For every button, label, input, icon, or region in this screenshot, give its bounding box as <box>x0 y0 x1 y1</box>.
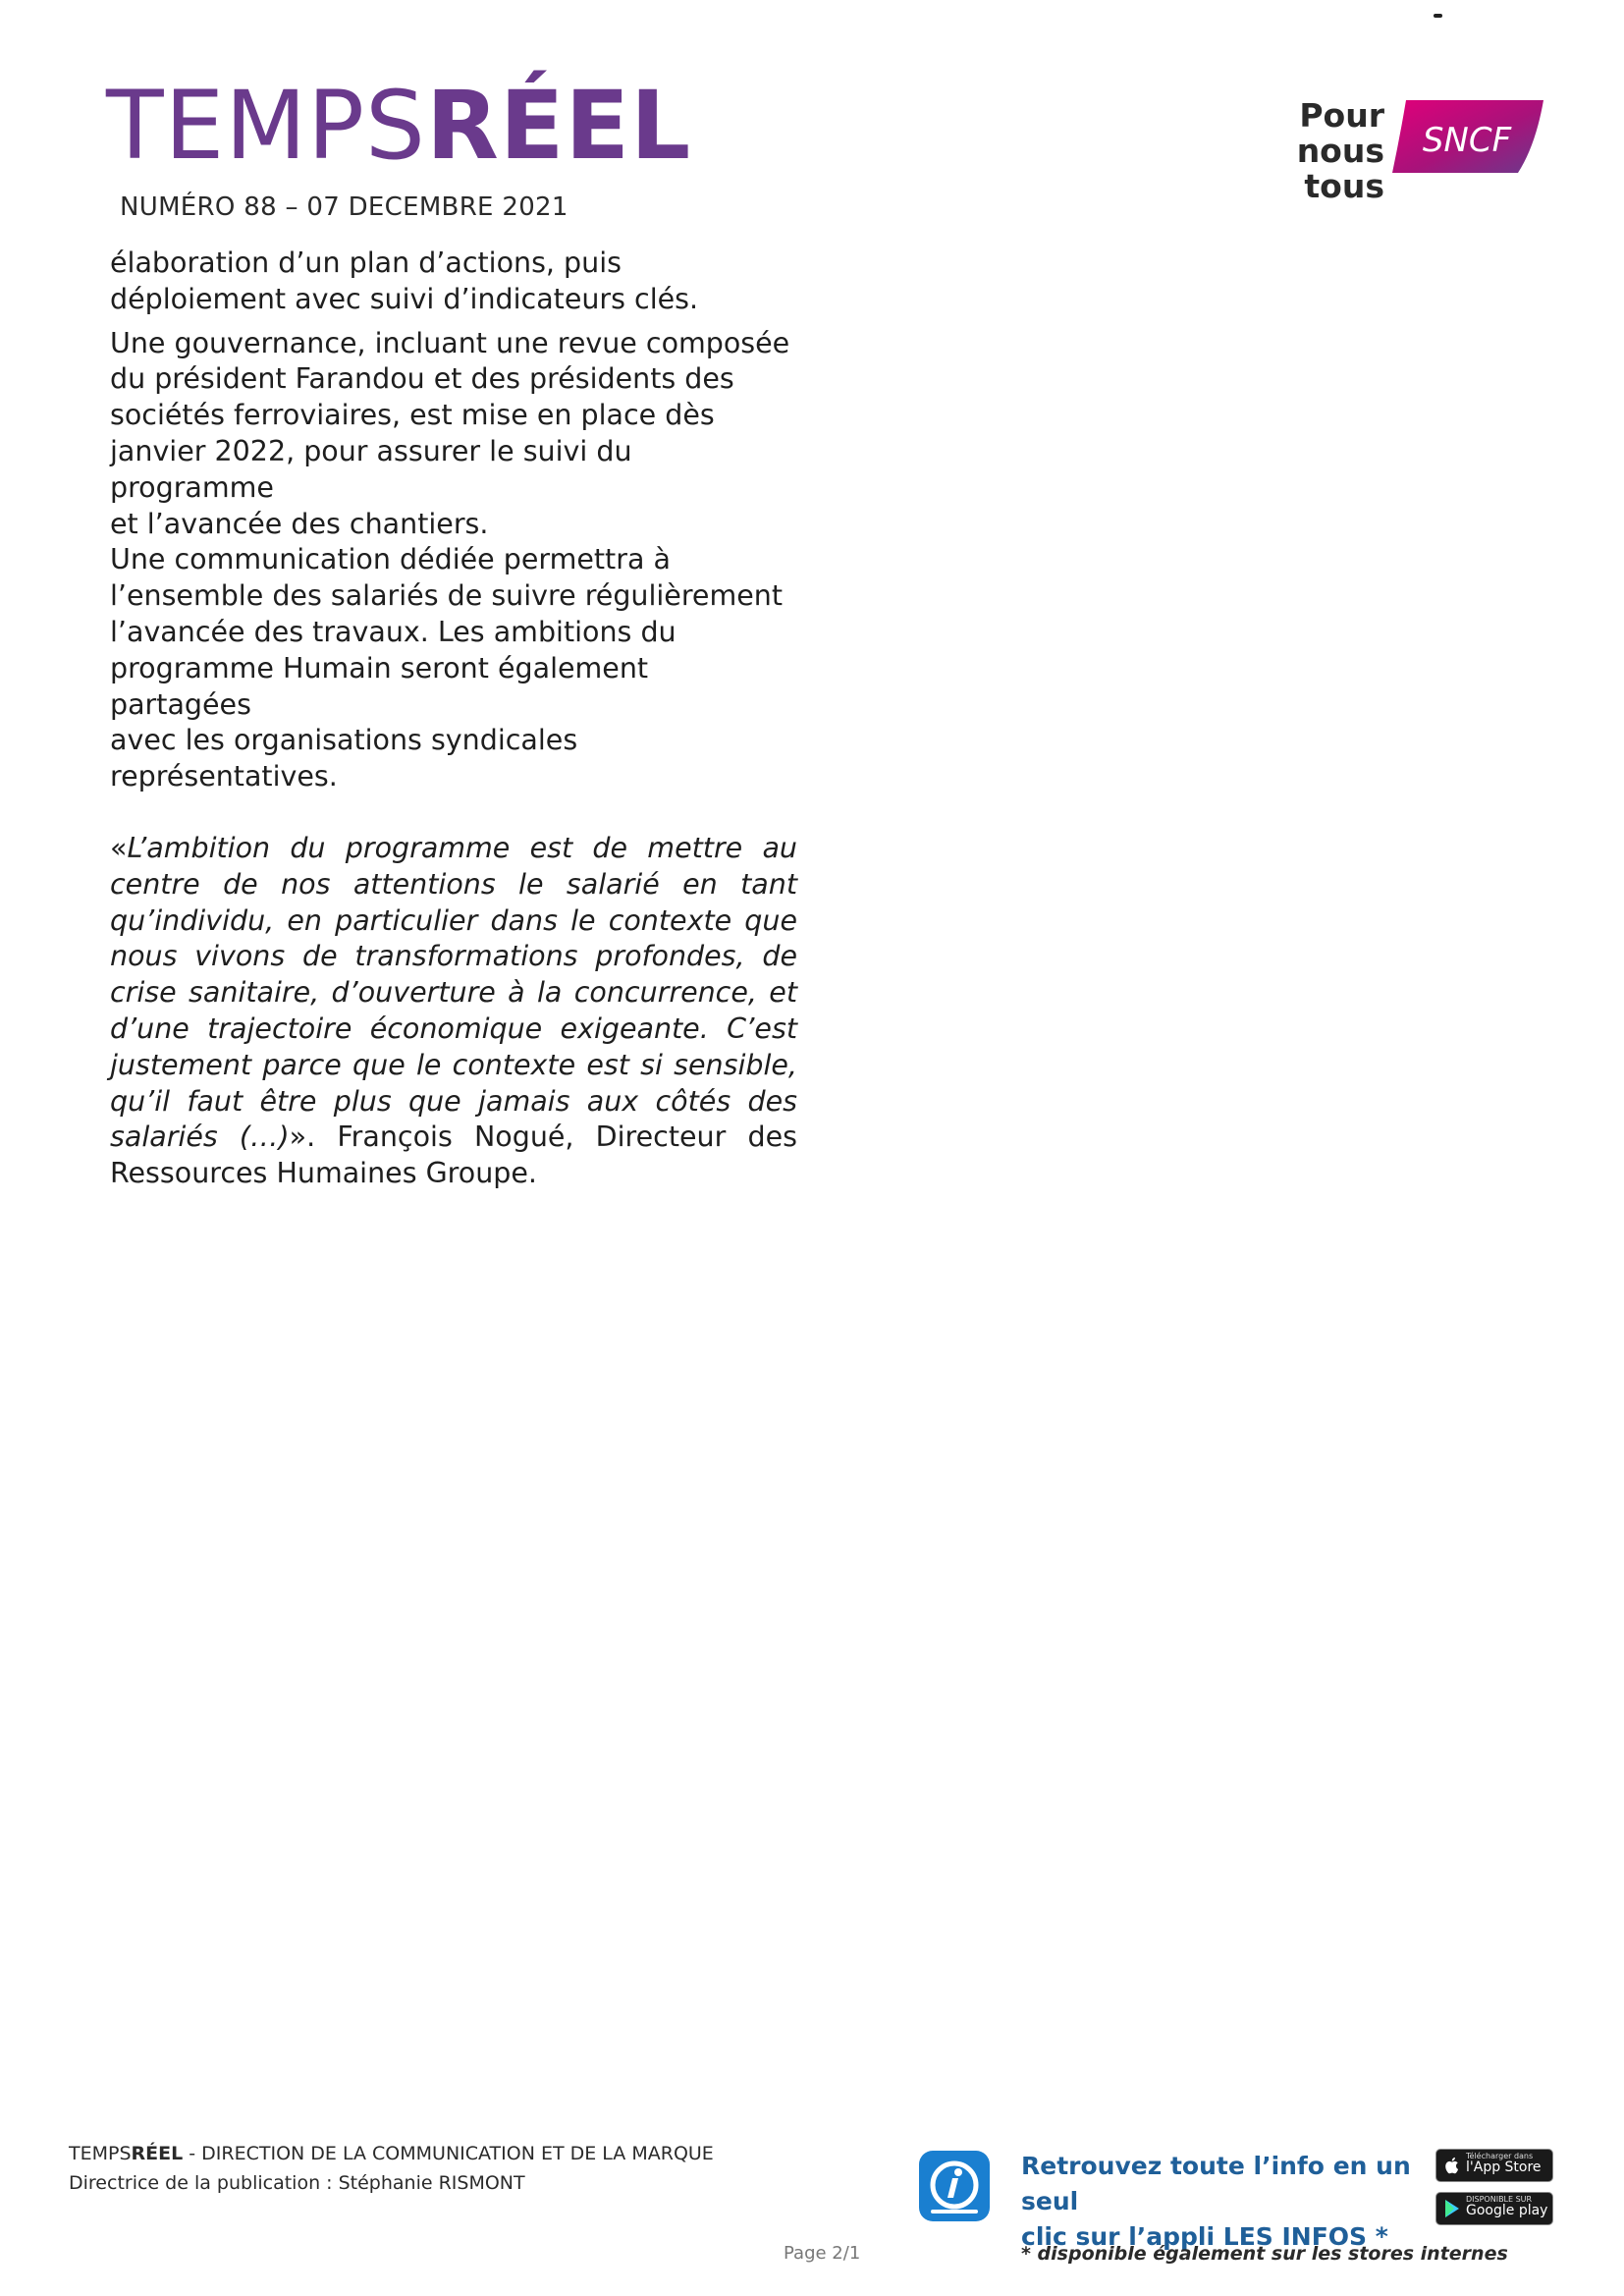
google-play-icon <box>1443 2199 1461 2218</box>
footer-brand-light: TEMPS <box>69 2143 132 2164</box>
text-line: Une gouvernance, incluant une revue composée <box>110 326 790 359</box>
text-line: du président Farandou et des présidents des <box>110 362 734 396</box>
brand-tagline <box>1218 98 1384 204</box>
google-play-label: Google play <box>1466 2203 1548 2219</box>
footer-credits <box>69 2139 714 2198</box>
paragraph-actions <box>110 246 797 318</box>
issue-number: NUMÉRO 88 – 07 DECEMBRE 2021 <box>120 192 568 222</box>
text-line: l’ensemble des salariés de suivre régulièrement <box>110 579 784 613</box>
app-store-label: l'App Store <box>1466 2159 1542 2176</box>
masthead-title <box>106 71 692 181</box>
text-line: l’avancée des travaux. Les ambitions du <box>110 615 677 648</box>
masthead-title-bold: RÉEL <box>425 71 692 181</box>
quote-text: L’ambition du programme est de mettre au centre de nos attentions le salarié en tant qu’individu, en particulier dans le contexte que nous vivons de transformations profondes, de crise sanitaire, d’ouverture à la concurrence, et d’une trajectoire économique exigeante. C’est justement parce que le contexte est si sensible, qu’il faut être plus que jamais aux côtés des salariés (…) <box>110 831 797 1154</box>
sncf-logo <box>1388 96 1547 177</box>
quote-author: François Nogué, Directeur des Ressources Humaines Groupe. <box>110 1121 797 1190</box>
article-body <box>110 246 797 1192</box>
text-line: élaboration d’un plan d’actions, puis <box>110 246 622 279</box>
google-play-badge[interactable] <box>1435 2192 1553 2225</box>
text-line: et l’avancée des chantiers. <box>110 507 489 540</box>
promo-line-2: clic sur l’appli LES INFOS * <box>1021 2222 1388 2251</box>
footer-department: - DIRECTION DE LA COMMUNICATION ET DE LA MARQUE <box>183 2143 714 2164</box>
tagline-line-2: nous tous <box>1296 132 1384 205</box>
footer-publisher: Directrice de la publication : Stéphanie RISMONT <box>69 2172 525 2194</box>
text-line: janvier 2022, pour assurer le suivi du programme <box>110 434 632 504</box>
footnote: * disponible également sur les stores internes <box>1021 2243 1508 2265</box>
footer-brand-bold: RÉEL <box>131 2143 184 2164</box>
les-infos-app-icon[interactable] <box>917 2149 992 2223</box>
tagline-line-1: Pour <box>1299 96 1384 135</box>
text-line: sociétés ferroviaires, est mise en place dès <box>110 399 715 432</box>
page-number: Page 2/1 <box>784 2243 861 2264</box>
quote-close-mark: ». <box>289 1121 316 1154</box>
promo-line-1: Retrouvez toute l’info en un seul <box>1021 2152 1411 2215</box>
text-line: avec les organisations syndicales représentatives. <box>110 724 578 793</box>
paragraph-governance <box>110 326 797 543</box>
apple-icon <box>1443 2156 1461 2175</box>
app-store-badge[interactable] <box>1435 2149 1553 2182</box>
text-line: programme Humain seront également partagées <box>110 651 649 721</box>
masthead-title-light: TEMPS <box>106 71 426 181</box>
quote-open-mark: « <box>110 831 128 864</box>
text-line: déploiement avec suivi d’indicateurs clés. <box>110 282 699 315</box>
app-promo-text <box>1021 2149 1434 2255</box>
text-line: Une communication dédiée permettra à <box>110 543 671 576</box>
paragraph-communication <box>110 542 797 795</box>
footer-department-line <box>69 2139 714 2168</box>
app-store-small: Télécharger dans <box>1466 2152 1534 2160</box>
google-play-small: DISPONIBLE SUR <box>1466 2195 1533 2204</box>
scan-mark <box>1434 14 1442 18</box>
sncf-logo-text: SNCF <box>1422 121 1512 160</box>
quote-paragraph <box>110 831 797 1192</box>
